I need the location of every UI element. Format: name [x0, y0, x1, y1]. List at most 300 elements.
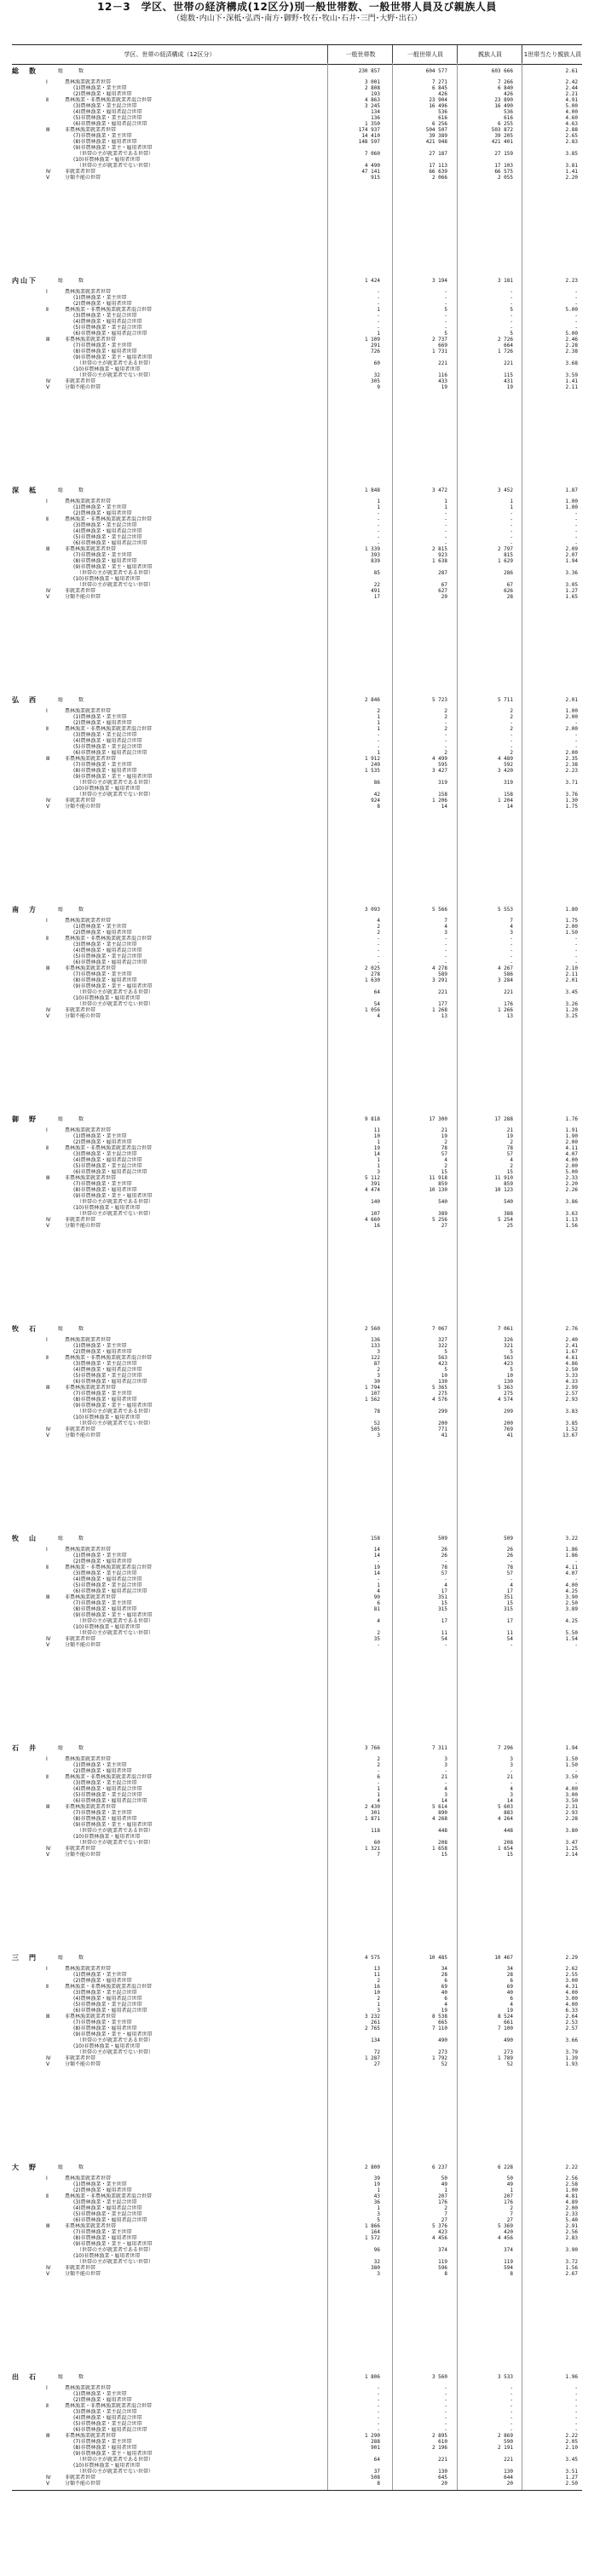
table-row	[12, 295, 582, 301]
value-cell: -	[377, 954, 380, 960]
table-row	[12, 2259, 582, 2265]
value-cell: 57	[506, 1570, 513, 1576]
row-label: 総 数	[58, 68, 84, 74]
row-label: (8)非農林漁業・雇用者世帯	[73, 558, 137, 564]
value-cell	[533, 354, 578, 360]
row-label: （世帯の主が就業者でない世帯）	[77, 2049, 154, 2055]
row-label: (4)農林漁業・雇用者混合世帯	[73, 738, 142, 744]
value-cell: 32	[373, 2259, 380, 2265]
value-cell: 4.00	[565, 2002, 578, 2008]
table-row	[12, 954, 582, 960]
value-cell: 2 430	[364, 1804, 380, 1810]
value-cell: 66 575	[494, 169, 513, 175]
value-cell	[533, 995, 578, 1001]
value-cell: 16	[373, 1223, 380, 1229]
row-label: (3)農林漁業・業主混合世帯	[73, 1570, 137, 1576]
table-row	[12, 2002, 582, 2008]
value-cell: 4.63	[565, 121, 578, 127]
value-cell: -	[377, 540, 380, 546]
value-cell: 19	[373, 1565, 380, 1570]
value-cell: 2	[377, 924, 380, 930]
value-cell: -	[574, 2385, 578, 2391]
row-label: 非農林漁業就業者世帯	[65, 337, 117, 343]
table-row	[12, 1588, 582, 1594]
row-label: (5)非農林漁業・業主混合世帯	[73, 1582, 142, 1588]
row-label: 非農林漁業就業者世帯	[65, 2014, 117, 2020]
row-label: (5)非農林漁業・業主混合世帯	[73, 744, 142, 750]
table-row	[12, 588, 582, 594]
value-cell: 1	[377, 1163, 380, 1169]
value-cell: 2.50	[565, 2481, 578, 2487]
table-row	[12, 145, 582, 151]
value-cell: 1 350	[364, 121, 380, 127]
value-cell	[332, 1822, 380, 1828]
value-cell: 7 311	[431, 1745, 447, 1751]
value-cell	[533, 1415, 578, 1421]
value-cell: -	[377, 528, 380, 534]
value-cell: 8	[377, 2481, 380, 2487]
value-cell: 32	[373, 372, 380, 378]
value-cell: 1.00	[565, 2187, 578, 2193]
value-cell: 200	[438, 1421, 447, 1426]
value-cell: 2.61	[565, 68, 578, 74]
row-label: （世帯の主が就業者でない世帯）	[77, 1211, 154, 1217]
value-cell	[465, 1415, 513, 1421]
value-cell: 158	[371, 1536, 380, 1542]
table-row	[12, 1547, 582, 1553]
row-label: （世帯の主が就業者である世帯）	[77, 2247, 154, 2253]
value-cell	[465, 1822, 513, 1828]
value-cell: -	[574, 2415, 578, 2421]
row-label: (4)農林漁業・雇用者混合世帯	[73, 109, 142, 115]
area-name: 深 柢	[12, 487, 37, 494]
row-label: (9)非農林漁業・業主・雇用者世帯	[73, 1822, 153, 1828]
row-label: (6)非農林漁業・雇用者混合世帯	[73, 960, 147, 965]
section-marker: Ⅰ	[46, 1756, 48, 1762]
value-cell: 21	[506, 1774, 513, 1780]
table-row	[12, 1570, 582, 1576]
value-cell: 3 533	[497, 2374, 513, 2380]
value-cell: 3	[510, 930, 513, 936]
value-cell: 2.40	[565, 1337, 578, 1343]
value-cell: 2 800	[364, 2164, 380, 2170]
value-cell: 315	[438, 1606, 447, 1612]
table-row	[12, 2469, 582, 2475]
section-marker: Ⅲ	[46, 2223, 50, 2229]
row-label: (1)農林漁業・業主世帯	[73, 85, 127, 91]
table-row	[12, 1169, 582, 1175]
table-row	[12, 2271, 582, 2277]
value-cell: 6 845	[431, 85, 447, 91]
table-row	[12, 2026, 582, 2031]
value-cell: 616	[438, 115, 447, 121]
value-cell: 4	[444, 1786, 447, 1792]
value-cell: 3	[510, 1756, 513, 1762]
row-label: (2)農林漁業・雇用者世帯	[73, 1349, 132, 1355]
value-cell: 2.76	[565, 1326, 578, 1332]
row-label: (6)非農林漁業・雇用者混合世帯	[73, 1379, 147, 1385]
value-cell: 221	[438, 989, 447, 995]
row-label: 総 数	[58, 1116, 84, 1122]
value-cell: 261	[371, 2020, 380, 2026]
value-cell: 351	[504, 1594, 513, 1600]
value-cell: 118	[371, 1828, 380, 1834]
table-row	[12, 995, 582, 1001]
value-cell: 771	[438, 1426, 447, 1432]
value-cell: 1 321	[364, 1846, 380, 1852]
header-category: 学区、世帯の経済構成（12区分）	[124, 51, 216, 58]
value-cell	[465, 157, 513, 163]
value-cell: 1	[377, 1139, 380, 1145]
table-row	[12, 930, 582, 936]
value-cell: -	[574, 289, 578, 295]
value-cell: 1.86	[565, 1553, 578, 1559]
value-cell: 4 489	[497, 756, 513, 762]
value-cell: -	[444, 954, 447, 960]
value-cell: -	[377, 295, 380, 301]
value-cell: 208	[504, 1840, 513, 1846]
value-cell: 134	[371, 2037, 380, 2043]
table-row	[12, 1409, 582, 1415]
value-cell: 3.68	[565, 360, 578, 366]
table-row	[12, 2235, 582, 2241]
value-cell: 2.91	[565, 2223, 578, 2229]
value-cell: 2 560	[364, 1326, 380, 1332]
value-cell	[332, 1403, 380, 1409]
table-row	[12, 1007, 582, 1013]
area-name: 牧 山	[12, 1535, 37, 1542]
value-cell: 1.94	[565, 1745, 578, 1751]
value-cell: 1.41	[565, 169, 578, 175]
value-cell: 19	[441, 384, 447, 390]
value-cell: 4 576	[431, 1397, 447, 1403]
section-marker: Ⅱ	[46, 1565, 49, 1570]
row-label: (4)農林漁業・雇用者混合世帯	[73, 2415, 142, 2421]
value-cell	[400, 2043, 447, 2049]
value-cell: 87	[373, 1361, 380, 1367]
value-cell	[533, 157, 578, 163]
table-row	[12, 1816, 582, 1822]
value-cell: -	[510, 325, 513, 331]
table-row	[12, 2265, 582, 2271]
value-cell: 7 060	[364, 151, 380, 157]
table-row	[12, 924, 582, 930]
value-cell: 1	[510, 504, 513, 510]
value-cell: 1 629	[497, 558, 513, 564]
value-cell: 60	[373, 1840, 380, 1846]
value-cell: -	[377, 942, 380, 948]
value-cell: 27	[373, 2061, 380, 2067]
value-cell	[332, 2451, 380, 2457]
table-row	[12, 2164, 582, 2170]
value-cell: 5	[510, 331, 513, 337]
value-cell: 509	[438, 1536, 447, 1542]
value-cell: 5 369	[497, 2223, 513, 2229]
section-marker: Ⅱ	[46, 2193, 49, 2199]
value-cell: -	[444, 295, 447, 301]
value-cell: 504 507	[425, 127, 447, 133]
table-row	[12, 510, 582, 516]
value-cell: 389	[438, 1211, 447, 1217]
value-cell: 3 452	[497, 487, 513, 493]
value-cell: 3.79	[565, 2049, 578, 2055]
area-name: 大 野	[12, 2164, 37, 2171]
value-cell: -	[510, 738, 513, 744]
value-cell: -	[510, 516, 513, 522]
value-cell	[465, 995, 513, 1001]
value-cell: 5 363	[497, 1385, 513, 1391]
table-row	[12, 2421, 582, 2427]
value-cell: 2 737	[431, 337, 447, 343]
value-cell: -	[444, 720, 447, 726]
value-cell: 2.93	[565, 1397, 578, 1403]
value-cell	[533, 564, 578, 570]
table-row	[12, 1326, 582, 1332]
value-cell: 1 056	[364, 1007, 380, 1013]
row-label: (5)非農林漁業・業主混合世帯	[73, 2421, 142, 2427]
value-cell: 208	[438, 1840, 447, 1846]
value-cell: 1 794	[364, 1385, 380, 1391]
value-cell: -	[510, 1559, 513, 1565]
value-cell: 14	[441, 1798, 447, 1804]
table-row	[12, 2187, 582, 2193]
value-cell: 14	[373, 1553, 380, 1559]
header-households: 一般世帯数	[327, 45, 393, 64]
area-name: 三 門	[12, 1954, 37, 1962]
value-cell: 1.56	[565, 1223, 578, 1229]
value-cell: 8 538	[431, 2014, 447, 2020]
row-label: (2)農林漁業・雇用者世帯	[73, 2397, 132, 2403]
row-label: (6)非農林漁業・雇用者混合世帯	[73, 540, 147, 546]
value-cell: 661	[504, 2020, 513, 2026]
table-row	[12, 109, 582, 115]
value-cell: -	[444, 301, 447, 307]
section-marker: Ⅲ	[46, 1175, 50, 1181]
value-cell: -	[574, 510, 578, 516]
area-block	[12, 1326, 582, 1438]
value-cell: 2.33	[565, 1175, 578, 1181]
value-cell: 28	[441, 1972, 447, 1978]
table-row	[12, 2211, 582, 2217]
section-marker: Ⅱ	[46, 1145, 49, 1151]
value-cell: -	[510, 313, 513, 319]
value-cell: 2.11	[565, 384, 578, 390]
value-cell: 122	[371, 1355, 380, 1361]
value-cell: 193	[371, 91, 380, 97]
area-name: 内山下	[12, 277, 37, 285]
table-row	[12, 1828, 582, 1834]
row-label: (7)非農林漁業・業主世帯	[73, 552, 132, 558]
value-cell: 36	[373, 2199, 380, 2205]
value-cell: 2.23	[565, 768, 578, 774]
row-label: (2)農林漁業・雇用者世帯	[73, 930, 132, 936]
value-cell: 2.00	[565, 750, 578, 756]
value-cell: 22	[373, 582, 380, 588]
value-cell	[465, 576, 513, 582]
value-cell: -	[377, 319, 380, 325]
row-label: (1)農林漁業・業主世帯	[73, 1762, 127, 1768]
value-cell: 5	[377, 2217, 380, 2223]
value-cell	[465, 366, 513, 372]
value-cell: 10	[373, 1133, 380, 1139]
value-cell: -	[377, 936, 380, 942]
row-label: 総 数	[58, 278, 84, 284]
value-cell: 17	[373, 594, 380, 600]
value-cell: 2.20	[565, 175, 578, 181]
table-row	[12, 1432, 582, 1438]
value-cell	[400, 564, 447, 570]
table-row	[12, 2385, 582, 2391]
row-label: 分類不能の世帯	[65, 384, 101, 390]
value-cell	[332, 2463, 380, 2469]
value-cell: 1	[444, 504, 447, 510]
value-cell: 14	[506, 804, 513, 810]
table-row	[12, 774, 582, 780]
row-label: (1)農林漁業・業主世帯	[73, 1343, 127, 1349]
table-row	[12, 1606, 582, 1612]
value-cell: 1	[377, 1582, 380, 1588]
value-cell: 1 204	[497, 798, 513, 804]
value-cell: 5 365	[431, 1385, 447, 1391]
section-marker: Ⅳ	[46, 798, 51, 804]
section-marker: Ⅰ	[46, 1337, 48, 1343]
value-cell	[400, 786, 447, 792]
table-row	[12, 2199, 582, 2205]
value-cell: 2.11	[565, 971, 578, 977]
value-cell: 2	[510, 1139, 513, 1145]
table-row	[12, 1582, 582, 1588]
value-cell: -	[574, 301, 578, 307]
table-row	[12, 307, 582, 313]
table-row	[12, 1745, 582, 1751]
row-label: (2)農林漁業・雇用者世帯	[73, 1139, 132, 1145]
value-cell: 2.58	[565, 2181, 578, 2187]
table-row	[12, 552, 582, 558]
header-relatives: 親族人員	[457, 45, 522, 64]
row-label: (1)農林漁業・業主世帯	[73, 714, 127, 720]
value-cell: 14	[506, 1798, 513, 1804]
row-label: (8)非農林漁業・雇用者世帯	[73, 1816, 137, 1822]
value-cell: 221	[504, 360, 513, 366]
area-block	[12, 1955, 582, 2067]
value-cell: 4.89	[565, 2199, 578, 2205]
value-cell: 322	[438, 1343, 447, 1349]
table-row	[12, 697, 582, 703]
row-label: 総 数	[58, 697, 84, 703]
value-cell: 291	[371, 343, 380, 349]
value-cell: -	[444, 325, 447, 331]
table-row	[12, 1996, 582, 2002]
value-cell: -	[377, 301, 380, 307]
value-cell: 27	[506, 2217, 513, 2223]
value-cell: 15	[506, 1169, 513, 1175]
value-cell: -	[377, 2391, 380, 2397]
row-label: (2)農林漁業・雇用者世帯	[73, 1559, 132, 1565]
value-cell: 393	[371, 552, 380, 558]
value-cell: 6.33	[565, 2008, 578, 2014]
row-label: 非就業者世帯	[65, 588, 96, 594]
section-marker: Ⅳ	[46, 1846, 51, 1852]
value-cell: 594	[504, 2265, 513, 2271]
section-marker: Ⅴ	[46, 175, 50, 181]
row-label: (5)非農林漁業・業主混合世帯	[73, 1792, 142, 1798]
value-cell: 4.07	[565, 1570, 578, 1576]
value-cell: -	[574, 720, 578, 726]
value-cell: 1 866	[364, 2223, 380, 2229]
row-label: 農林漁業就業者世帯	[65, 1547, 112, 1553]
value-cell: -	[574, 295, 578, 301]
value-cell: 4.91	[565, 97, 578, 103]
table-row	[12, 936, 582, 942]
section-marker: Ⅴ	[46, 2271, 50, 2277]
value-cell: 1 535	[364, 768, 380, 774]
row-label: (2)農林漁業・雇用者世帯	[73, 301, 132, 307]
row-label: 農林漁業・非農林漁業就業者混合世帯	[65, 1774, 153, 1780]
table-row	[12, 1834, 582, 1840]
row-label: (2)農林漁業・雇用者世帯	[73, 1768, 132, 1774]
value-cell: 1.13	[565, 1217, 578, 1223]
value-cell: 6	[510, 1996, 513, 2002]
row-label: (9)非農林漁業・業主・雇用者世帯	[73, 1612, 153, 1618]
table-row	[12, 2061, 582, 2067]
table-row	[12, 582, 582, 588]
row-label: 非農林漁業就業者世帯	[65, 2223, 117, 2229]
value-cell: 130	[504, 2469, 513, 2475]
row-label: 非就業者世帯	[65, 1636, 96, 1642]
area-block	[12, 1536, 582, 1648]
table-row	[12, 2205, 582, 2211]
value-cell: 10 467	[494, 1955, 513, 1961]
value-cell: 57	[506, 1151, 513, 1157]
value-cell: 423	[504, 1361, 513, 1367]
value-cell: 221	[438, 360, 447, 366]
value-cell: 3 420	[497, 768, 513, 774]
value-cell: 589	[438, 971, 447, 977]
value-cell: 6 228	[497, 2164, 513, 2170]
value-cell	[400, 576, 447, 582]
value-cell: 2 765	[364, 2026, 380, 2031]
value-cell: 5.00	[565, 1169, 578, 1175]
value-cell: -	[444, 2397, 447, 2403]
value-cell: 4.31	[565, 1984, 578, 1990]
value-cell: 17	[506, 1588, 513, 1594]
value-cell	[400, 145, 447, 151]
value-cell: 2.33	[565, 2211, 578, 2217]
value-cell: 1.00	[565, 504, 578, 510]
row-label: (8)非農林漁業・雇用者世帯	[73, 977, 137, 983]
value-cell: 1	[377, 307, 380, 313]
value-cell: -	[510, 522, 513, 528]
value-cell: 420	[504, 2229, 513, 2235]
table-row	[12, 1798, 582, 1804]
value-cell: -	[377, 948, 380, 954]
value-cell: 49	[441, 2181, 447, 2187]
value-cell: -	[444, 516, 447, 522]
table-row	[12, 1217, 582, 1223]
value-cell: 4 575	[364, 1955, 380, 1961]
table-row	[12, 918, 582, 924]
row-label: (3)農林漁業・業主混合世帯	[73, 103, 137, 109]
value-cell: 505	[371, 1426, 380, 1432]
value-cell	[400, 1403, 447, 1409]
section-marker: Ⅱ	[46, 307, 49, 313]
table-row	[12, 768, 582, 774]
value-cell: 17	[441, 1588, 447, 1594]
area-block	[12, 2164, 582, 2277]
value-cell: 134	[371, 109, 380, 115]
value-cell: 119	[504, 2259, 513, 2265]
table-row	[12, 1415, 582, 1421]
